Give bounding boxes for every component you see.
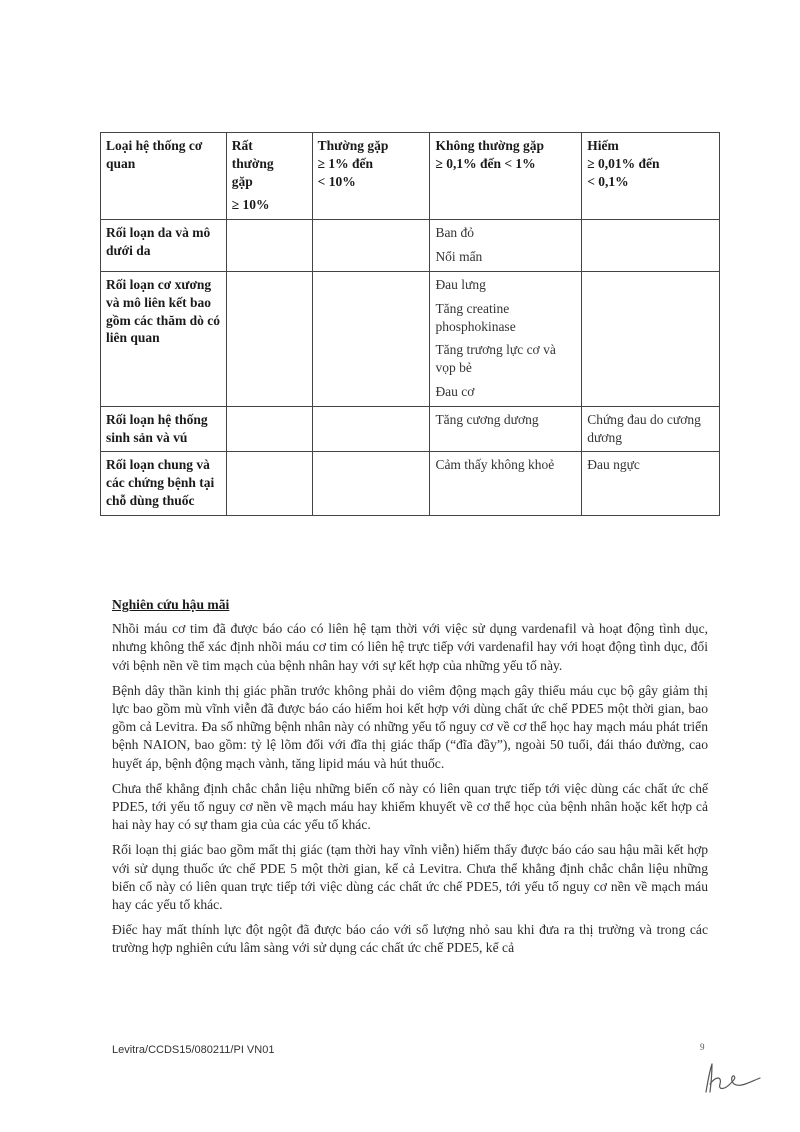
common-cell (312, 406, 430, 452)
organ-class-cell: Rối loạn chung và các chứng bệnh tại chỗ dùng thuốc (101, 452, 227, 515)
common-cell (312, 452, 430, 515)
rare-cell (582, 452, 720, 515)
table-row (101, 452, 720, 515)
paragraph: Điếc hay mất thính lực đột ngột đã được báo cáo với số lượng nhỏ sau khi đưa ra thị trường và trong các trường hợp nghiên cứu lâm sàng với sử dụng các chất ức chế PDE5, kể cả (112, 922, 708, 956)
header-common: Thường gặp ≥ 1% đến < 10% (312, 133, 430, 220)
reaction-item: Ban đỏ (435, 225, 475, 241)
header-rare: Hiếm ≥ 0,01% đến < 0,1% (582, 133, 720, 220)
uncommon-cell (430, 220, 582, 272)
header-very-common: Rất thường gặp ≥ 10% (226, 133, 312, 220)
reaction-item: Tăng cương dương (435, 411, 539, 427)
adverse-reactions-table (100, 132, 720, 516)
rare-cell (582, 406, 720, 452)
reaction-item: Tăng creatine phosphokinase (435, 300, 516, 334)
document-code: Levitra/CCDS15/080211/PI VN01 (112, 1044, 275, 1056)
rare-cell (582, 220, 720, 272)
very-common-cell (226, 406, 312, 452)
paragraph: Chưa thể khẳng định chắc chắn liệu những biến cố này có liên quan trực tiếp tới việc dùng các chất ức chế PDE5, tới yếu tố nguy cơ nền về mạch máu hay khiếm khuyết về cơ thể học của bệnh nhân hoặc kết hợp cả hai này hay có sự tham gia của các yếu tố khác. (112, 780, 708, 833)
header-organ-class: Loại hệ thống cơ quan (101, 133, 227, 220)
reaction-item: Đau cơ (435, 383, 475, 399)
page-number: 9 (700, 1042, 705, 1052)
paragraph: Bệnh dây thần kinh thị giác phần trước không phải do viêm động mạch gây thiếu máu cục bộ gây giảm thị lực bao gồm mù vĩnh viễn đã được báo cáo hiếm hoi kết hợp với dùng chất ức chế PDE5 một thời gian, bao gồm cả Levitra. Đa số những bệnh nhân này có những yếu tố nguy cơ về cơ thể học hay mạch máu phát triển bệnh NAION, bao gồm: tỷ lệ lõm đối với đĩa thị giác thấp (“đĩa đầy”), ngoài 50 tuổi, đái tháo đường, cao huyết áp, bệnh động mạch vành, tăng lipid máu và hút thuốc. (112, 682, 708, 771)
reaction-item: Tăng trương lực cơ và vọp bẻ (435, 342, 556, 376)
reaction-item: Cảm thấy không khoẻ (435, 457, 555, 473)
section-title: Nghiên cứu hậu mãi (112, 597, 230, 612)
paragraph: Rối loạn thị giác bao gồm mất thị giác (tạm thời hay vĩnh viễn) hiếm thấy được báo cáo sau hậu mãi kết hợp với sử dụng thuốc ức chế PDE 5 một thời gian, kể cả Levitra. Chưa thể khẳng định chắc chắn liệu những biến cố này có liên quan trực tiếp tới việc dùng các chất ức chế PDE5, tới yếu tố nguy cơ nền về mạch máu hay các yếu tố khác. (112, 842, 708, 913)
very-common-cell (226, 220, 312, 272)
reaction-item: Chứng đau do cương dương (587, 411, 701, 445)
reaction-item: Nổi mẩn (435, 249, 483, 265)
rare-cell (582, 271, 720, 406)
common-cell (312, 220, 430, 272)
uncommon-cell (430, 271, 582, 406)
signature-icon (700, 1058, 764, 1098)
header-uncommon: Không thường gặp ≥ 0,1% đến < 1% (430, 133, 582, 220)
organ-class-cell: Rối loạn da và mô dưới da (101, 220, 227, 272)
table-row (101, 271, 720, 406)
organ-class-cell: Rối loạn cơ xương và mô liên kết bao gồm các thăm dò có liên quan (101, 271, 227, 406)
paragraph: Nhồi máu cơ tim đã được báo cáo có liên hệ tạm thời với việc sử dụng vardenafil và hoạt động tình dục, nhưng không thể xác định nhồi máu cơ tim có liên hệ trực tiếp với vardenafil hay với hoạt động tình dục, đối với bệnh nền về tim mạch của bệnh nhân hay với sự kết hợp của những yếu tố này. (112, 621, 708, 673)
table-header-row (101, 133, 720, 220)
table-row (101, 220, 720, 272)
uncommon-cell (430, 452, 582, 515)
post-marketing-section (112, 596, 708, 965)
reaction-item: Đau ngực (587, 457, 640, 473)
common-cell (312, 271, 430, 406)
table-row (101, 406, 720, 452)
reaction-item: Đau lưng (435, 276, 486, 292)
organ-class-cell: Rối loạn hệ thống sinh sản và vú (101, 406, 227, 452)
uncommon-cell (430, 406, 582, 452)
very-common-cell (226, 452, 312, 515)
very-common-cell (226, 271, 312, 406)
